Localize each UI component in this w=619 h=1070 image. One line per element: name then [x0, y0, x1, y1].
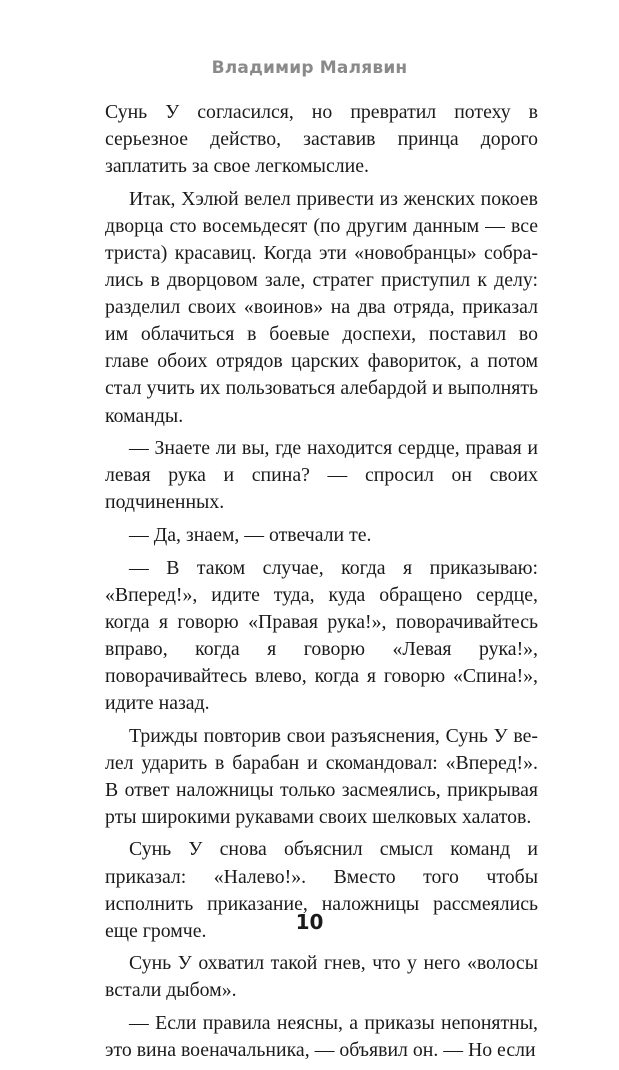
running-head: Владимир Малявин — [211, 58, 408, 78]
paragraph: Трижды повторив свои разъяснения, Сунь У велел ударить в барабан и скомандовал: «Вперед!». В ответ наложницы только засмеялись, прикрывая рты широкими рукавами своих шелковых халатов. — [105, 724, 538, 828]
paragraph: — Да, знаем, — отвечали те. — [129, 523, 372, 546]
paragraph: Сунь У снова объяснил смысл команд и приказал: «Налево!». Вместо того чтобы исполнить приказание, наложницы рассмеялись еще громче. — [105, 838, 538, 942]
paragraph: — Знаете ли вы, где находится сердце, правая и левая рука и спина? — спросил он своих подчиненных. — [105, 437, 538, 514]
page-number: 10 — [295, 910, 324, 934]
paragraph: — В таком случае, когда я приказываю: «Вперед!», идите туда, куда обращено сердце, когда я говорю «Правая рука!», поворачивайтесь вправо, когда я говорю «Левая рука!», поворачивайтесь влево, когда я говорю «Спина!», идите назад. — [105, 556, 538, 714]
paragraph: Сунь У согласился, но превратил потеху в серьезное действо, заставив принца дорого заплатить за свое легкомыслие. — [105, 101, 538, 178]
paragraph: Сунь У охватил такой гнев, что у него «волосы встали дыбом». — [105, 952, 538, 1002]
paragraph: Итак, Хэлюй велел привести из женских покоев дворца сто восемьдесят (по другим данным — все триста) красавиц. Когда эти «новобранцы» собрались в дворцовом зале, стратег приступил к делу: разделил своих «воинов» на два отряда, приказал им облачиться в боевые доспехи, поставил во главе обоих отрядов царских фавориток, а потом стал учить их пользоваться алебардой и выполнять команды. — [105, 187, 538, 427]
paragraph: — Если правила неясны, а приказы непонятны, это вина военачальника, — объявил он. — Но если — [105, 1012, 538, 1062]
